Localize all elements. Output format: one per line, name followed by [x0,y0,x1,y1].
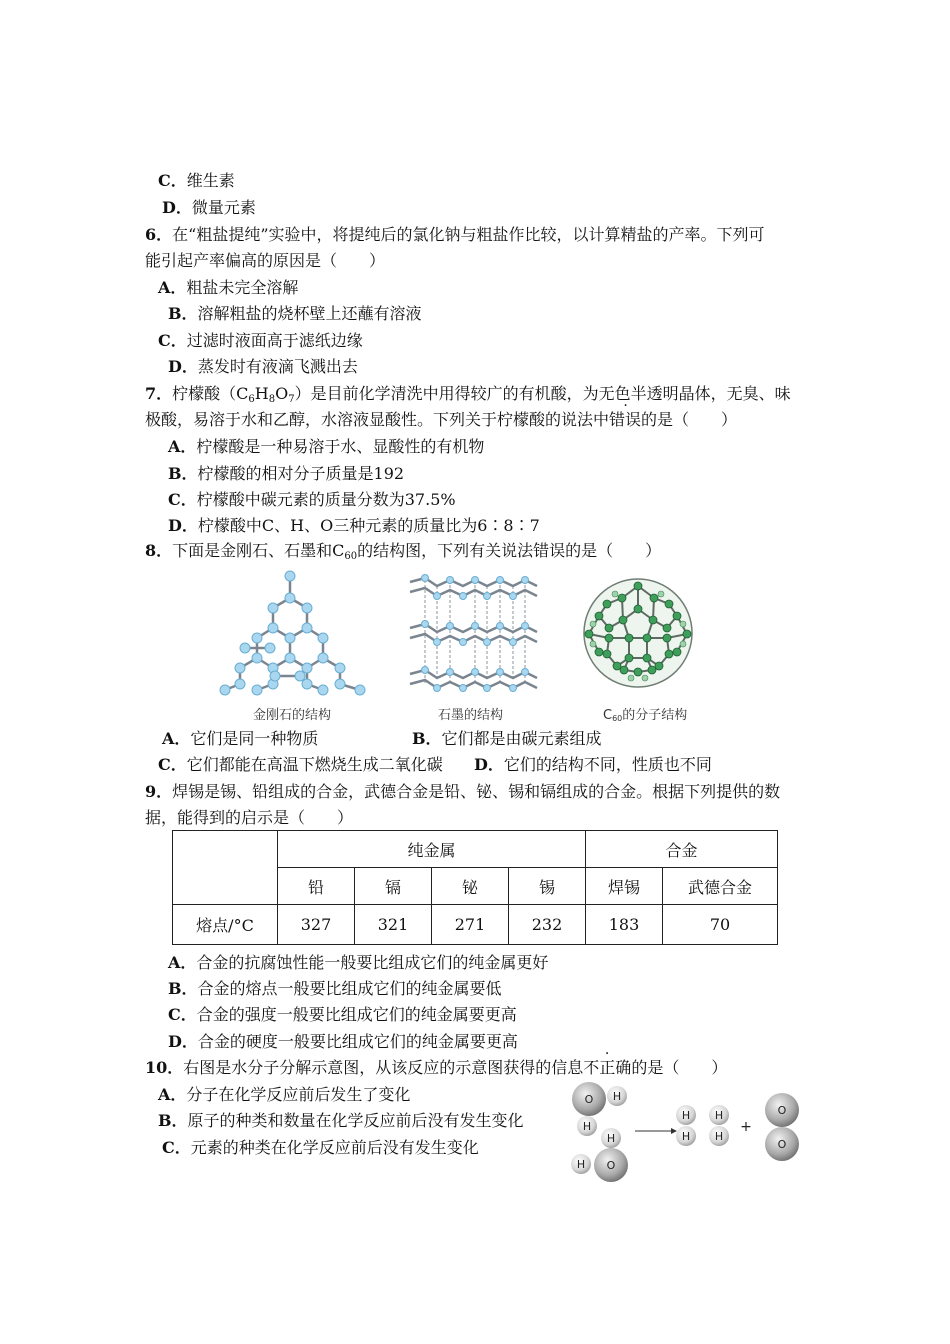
header-wood-alloy: 武德合金 [663,868,778,905]
option-label: B． [412,729,442,748]
formula-h: H [254,384,269,403]
option-text: 蒸发时有液滴飞溅出去 [197,357,358,376]
option-text: 它们是同一种物质 [190,729,319,748]
stem-text: ）是目前化学清洗中用得较广的有机酸，为无色半透明晶体，无臭、味 [294,384,791,403]
option-label: D． [162,198,192,217]
option-label: A． [158,1085,187,1104]
subscript: 60 [344,551,358,562]
atom-h-label: H [606,1132,616,1145]
stem-text: 在“粗盐提纯”实验中，将提纯后的氯化钠与粗盐作比较，以计算精盐的产率。下列可 [172,225,765,244]
c60-caption [603,704,687,723]
atom-h-label: H [681,1130,691,1143]
q9-stem-line2: 据，能得到的启示是（ ） [145,808,354,827]
table-corner-cell [173,831,278,905]
option-text: 合金的抗腐蚀性能一般要比组成它们的纯金属更好 [196,953,549,972]
option-text: 合金的强度一般要比组成它们的纯金属要更高 [196,1005,517,1024]
table-cell: 70 [663,905,778,945]
option-label: C． [168,1005,197,1024]
option-label: A． [162,729,191,748]
q8-stem [145,540,661,568]
q8-option-a [162,728,318,750]
header-tin: 锡 [509,868,586,905]
option-text: 它们的结构不同，性质也不同 [503,755,712,774]
q5-option-d [162,197,256,219]
option-label: A． [168,953,197,972]
table-cell: 183 [586,905,663,945]
question-number: 9． [145,782,173,801]
subscript: 7 [288,394,295,405]
stem-text: 的是（ ） [631,1058,728,1077]
q9-option-a [168,952,548,974]
q7-option-b [168,463,404,485]
option-text: 分子在化学反应前后发生了变化 [186,1085,411,1104]
table-cell: 232 [509,905,586,945]
atom-o-label: O [777,1104,787,1117]
option-label: B． [168,304,198,323]
stem-text: 的是（ ） [641,410,738,429]
caption-text: 的分子结构 [622,708,688,723]
q6-option-a [158,277,298,299]
atom-o-label: O [584,1093,594,1106]
option-label: C． [158,755,187,774]
q8-option-b [412,728,602,750]
atom-h-label: H [714,1109,724,1122]
option-text: 它们都是由碳元素组成 [441,729,602,748]
q9-option-b [168,978,502,1000]
option-label: A． [158,278,187,297]
q9-option-c [168,1004,517,1026]
atom-h-label: H [681,1109,691,1122]
table-cell: 321 [355,905,432,945]
q8-option-c [158,754,443,776]
q6-stem-line2: 能引起产率偏高的原因是（ ） [145,251,386,270]
q6-option-b [168,303,422,325]
formula-o: O [275,384,289,403]
option-text: 粗盐未完全溶解 [186,278,299,297]
graphite-structure-figure [405,570,540,695]
option-label: C． [162,1138,191,1157]
emphasis-text: 错误 [609,410,642,429]
q10-stem [145,1057,727,1079]
c60-structure-figure [577,574,699,692]
header-alloy: 合金 [586,831,778,868]
graphite-caption: 石墨的结构 [438,708,504,723]
table-cell: 327 [278,905,355,945]
diamond-caption: 金刚石的结构 [253,708,332,723]
q7-option-a [168,436,484,458]
option-text: 柠檬酸中碳元素的质量分数为37.5% [196,490,456,509]
plus-sign: + [740,1119,752,1135]
option-text: 微量元素 [191,198,256,217]
q10-option-c [162,1137,479,1159]
option-text: 合金的熔点一般要比组成它们的纯金属要低 [197,979,502,998]
caption-text: C [603,708,613,723]
question-number: 6． [145,225,173,244]
atom-h-label: H [582,1120,592,1133]
option-label: D． [168,1032,198,1051]
water-decomposition-diagram [565,1078,810,1188]
q6-option-c [158,330,363,352]
subscript: 8 [268,394,276,405]
stem-text: 下面是金刚石、石墨和C [172,541,345,560]
question-number: 7． [145,384,173,403]
option-text: 合金的硬度一般要比组成它们的纯金属要更高 [197,1032,518,1051]
question-number: 8． [145,541,173,560]
option-text: 柠檬酸中C、H、O三种元素的质量比为6∶8∶7 [197,516,540,535]
option-label: D． [474,755,504,774]
subscript: 60 [612,714,623,723]
atom-o-label: O [777,1138,787,1151]
atom-o-label: O [606,1159,616,1172]
stem-text: 柠檬酸（C [172,384,249,403]
header-cadmium: 镉 [355,868,432,905]
option-text: 柠檬酸的相对分子质量是192 [197,464,405,483]
option-label: B． [158,1111,188,1130]
option-text: 柠檬酸是一种易溶于水、显酸性的有机物 [196,437,485,456]
emphasis-text: 不正确 [583,1058,632,1077]
option-label: B． [168,464,198,483]
option-text: 过滤时液面高于滤纸边缘 [186,331,363,350]
option-label: C． [168,490,197,509]
table-cell: 271 [432,905,509,945]
option-label: C． [158,171,187,190]
option-label: A． [168,437,197,456]
q7-option-d [168,515,540,537]
question-number: 10． [145,1058,184,1077]
header-bismuth: 铋 [432,868,509,905]
diamond-structure-figure [215,566,375,696]
option-label: D． [168,357,198,376]
q10-option-a [158,1084,410,1106]
q7-option-c [168,489,456,511]
melting-point-table [172,830,778,945]
atom-h-label: H [612,1090,622,1103]
q9-option-d [168,1031,518,1053]
q7-stem-line2 [145,409,737,431]
stem-text: 焊锡是锡、铅组成的合金，武德合金是铅、铋、锡和镉组成的合金。根据下列提供的数 [172,782,781,801]
q10-option-b [158,1110,524,1132]
row-label-melting-point: 熔点/°C [173,905,278,945]
option-text: 维生素 [186,171,235,190]
q6-stem-line1 [145,224,765,246]
atom-h-label: H [714,1130,724,1143]
q6-option-d [168,356,358,378]
stem-text: 右图是水分子分解示意图，从该反应的示意图获得的信息 [183,1058,584,1077]
stem-text: 的结构图，下列有关说法错误的是（ ） [357,541,662,560]
atom-h-label: H [576,1158,586,1171]
header-pure-metal: 纯金属 [278,831,586,868]
stem-text: 极酸，易溶于水和乙醇，水溶液显酸性。下列关于柠檬酸的说法中 [145,410,610,429]
option-text: 溶解粗盐的烧杯壁上还蘸有溶液 [197,304,422,323]
option-text: 原子的种类和数量在化学反应前后没有发生变化 [187,1111,524,1130]
option-label: D． [168,516,198,535]
q5-option-c [158,170,235,192]
q9-stem-line1 [145,781,780,803]
option-label: C． [158,331,187,350]
option-text: 元素的种类在化学反应前后没有发生变化 [190,1138,479,1157]
option-text: 它们都能在高温下燃烧生成二氧化碳 [186,755,443,774]
q7-stem-line1 [145,383,791,411]
subscript: 6 [248,394,255,405]
q8-option-d [474,754,712,776]
option-label: B． [168,979,198,998]
header-solder: 焊锡 [586,868,663,905]
header-lead: 铅 [278,868,355,905]
